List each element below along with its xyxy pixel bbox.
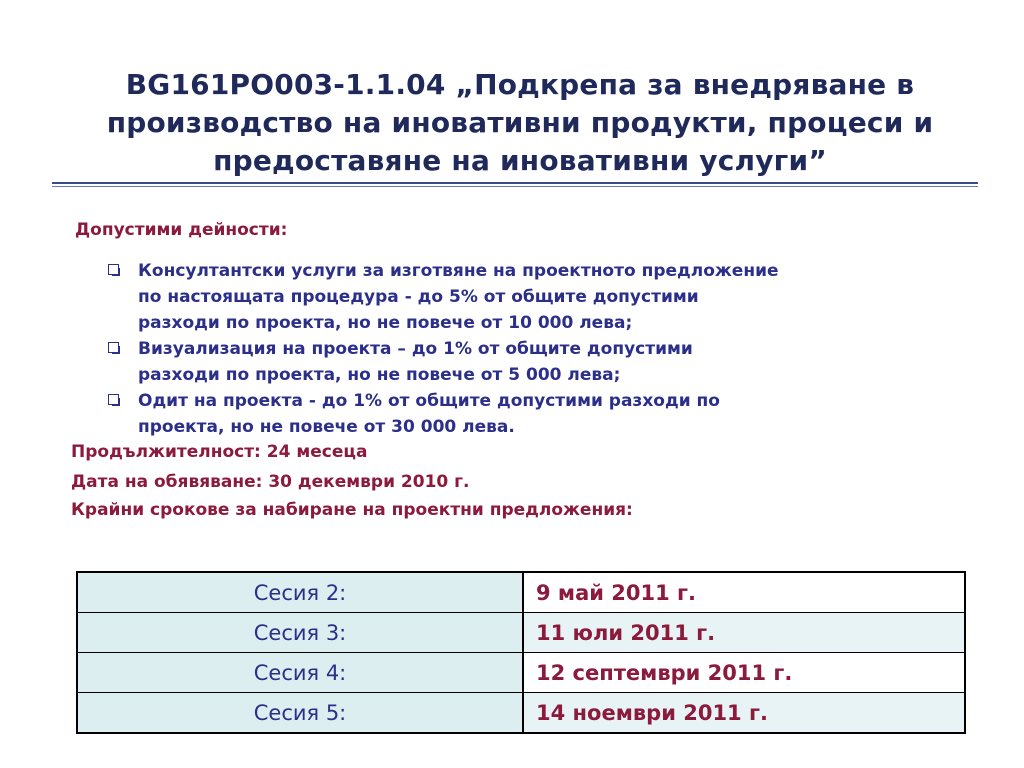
- session-label: Сесия 3:: [77, 613, 523, 653]
- checkbox-bullet-icon: [108, 394, 119, 405]
- list-item: [108, 258, 968, 336]
- sessions-table: [76, 571, 966, 734]
- checkbox-bullet-icon: [108, 264, 119, 275]
- title-line-1: BG161PO003-1.1.04 „Подкрепа за внедряване в: [125, 68, 915, 101]
- session-date: 12 септември 2011 г.: [523, 653, 965, 693]
- session-label: Сесия 4:: [77, 653, 523, 693]
- list-item-line: разходи по проекта, но не повече от 10 000 лева;: [138, 313, 633, 333]
- list-item: [108, 336, 968, 388]
- session-label: Сесия 5:: [77, 693, 523, 734]
- activities-list: [108, 258, 968, 440]
- table-row: [77, 693, 965, 734]
- list-item-line: Консултантски услуги за изготвяне на проектното предложение: [138, 261, 779, 281]
- session-label: Сесия 2:: [77, 572, 523, 613]
- section-heading: Допустими дейности:: [75, 220, 288, 240]
- session-date: 11 юли 2011 г.: [523, 613, 965, 653]
- deadlines-heading: Крайни срокове за набиране на проектни предложения:: [71, 500, 633, 520]
- list-item-line: проекта, но не повече от 30 000 лева.: [138, 417, 515, 437]
- checkbox-bullet-icon: [108, 342, 119, 353]
- table-row: [77, 572, 965, 613]
- list-item-line: разходи по проекта, но не повече от 5 000 лева;: [138, 365, 621, 385]
- announcement-date-text: Дата на обявяване: 30 декември 2010 г.: [71, 472, 470, 492]
- title-divider-bottom: [52, 186, 978, 187]
- list-item-line: по настоящата процедура - до 5% от общите допустими: [138, 287, 699, 307]
- page-title: [40, 66, 1000, 180]
- list-item-line: Одит на проекта - до 1% от общите допустими разходи по: [138, 391, 720, 411]
- session-date: 9 май 2011 г.: [523, 572, 965, 613]
- title-divider-top: [52, 182, 978, 184]
- table-row: [77, 613, 965, 653]
- title-line-3: предоставяне на иновативни услуги”: [213, 144, 827, 177]
- list-item-line: Визуализация на проекта – до 1% от общите допустими: [138, 339, 693, 359]
- duration-text: Продължителност: 24 месеца: [71, 442, 368, 462]
- table-row: [77, 653, 965, 693]
- list-item: [108, 388, 968, 440]
- session-date: 14 ноември 2011 г.: [523, 693, 965, 734]
- title-line-2: производство на иновативни продукти, процеси и: [106, 106, 934, 139]
